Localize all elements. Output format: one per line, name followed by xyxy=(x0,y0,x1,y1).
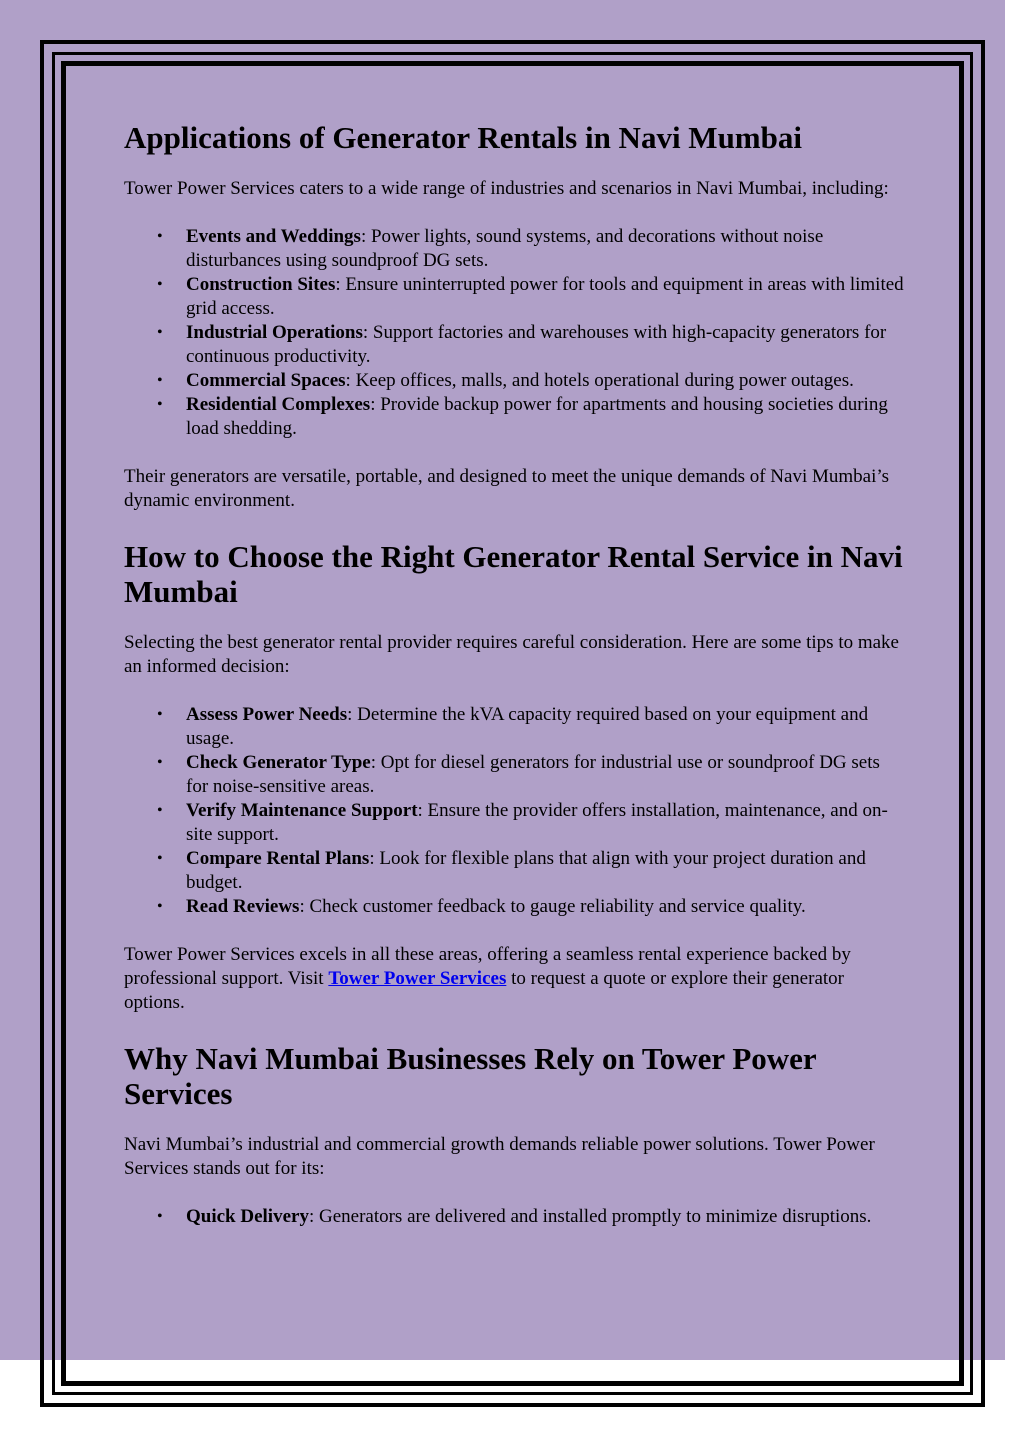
section-outro xyxy=(124,943,904,1015)
list-item xyxy=(186,895,904,919)
list-item xyxy=(186,369,904,393)
list-item-text: : Keep offices, malls, and hotels operational during power outages. xyxy=(345,370,854,391)
list-item-term: Commercial Spaces xyxy=(186,370,346,391)
list-item xyxy=(186,393,904,441)
list-item xyxy=(186,321,904,369)
list-item xyxy=(186,1205,904,1229)
list-item xyxy=(186,273,904,321)
section-heading-how-to-choose: How to Choose the Right Generator Rental Service in Navi Mumbai xyxy=(124,539,903,609)
list-item xyxy=(186,799,904,847)
list-item-term: Quick Delivery xyxy=(186,1206,309,1227)
list-item-text: : Support factories and warehouses with high-capacity generators for continuous productivity. xyxy=(186,322,887,367)
outro-text-after: to request a quote or explore their generator options. xyxy=(124,968,844,1013)
list-item-text: : Ensure the provider offers installation, maintenance, and on-site support. xyxy=(186,800,888,845)
list-item-text: : Check customer feedback to gauge reliability and service quality. xyxy=(299,896,806,917)
list-item-text: : Look for flexible plans that align with your project duration and budget. xyxy=(186,848,866,893)
section-intro: Navi Mumbai’s industrial and commercial growth demands reliable power solutions. Tower Power Services stands out for its: xyxy=(124,1134,875,1179)
list-item-term: Assess Power Needs xyxy=(186,704,348,725)
list-item-text: : Opt for diesel generators for industrial use or soundproof DG sets for noise-sensitive areas. xyxy=(186,752,880,797)
list-item-term: Construction Sites xyxy=(186,274,336,295)
list-item-term: Compare Rental Plans xyxy=(186,848,370,869)
tips-list xyxy=(124,703,904,919)
list-item-term: Events and Weddings xyxy=(186,226,361,247)
document-content xyxy=(124,120,904,1253)
list-item-text: : Provide backup power for apartments and housing societies during load shedding. xyxy=(186,394,888,439)
section-intro: Selecting the best generator rental provider requires careful consideration. Here are some tips to make an informed decision: xyxy=(124,632,899,677)
list-item xyxy=(186,703,904,751)
reasons-list xyxy=(124,1205,904,1229)
section-intro: Tower Power Services caters to a wide range of industries and scenarios in Navi Mumbai, including: xyxy=(124,178,889,199)
list-item-text: : Ensure uninterrupted power for tools and equipment in areas with limited grid access. xyxy=(186,274,904,319)
section-heading-why-rely: Why Navi Mumbai Businesses Rely on Tower Power Services xyxy=(124,1041,817,1111)
list-item xyxy=(186,751,904,799)
section-outro: Their generators are versatile, portable, and designed to meet the unique demands of Navi Mumbai’s dynamic environment. xyxy=(124,466,890,511)
list-item-term: Check Generator Type xyxy=(186,752,371,773)
list-item xyxy=(186,847,904,895)
list-item-text: : Determine the kVA capacity required based on your equipment and usage. xyxy=(186,704,869,749)
list-item xyxy=(186,225,904,273)
list-item-term: Read Reviews xyxy=(186,896,300,917)
applications-list xyxy=(124,225,904,441)
tower-power-services-link[interactable]: Tower Power Services xyxy=(328,968,507,989)
section-heading-applications: Applications of Generator Rentals in Navi Mumbai xyxy=(124,120,802,155)
list-item-text: : Generators are delivered and installed promptly to minimize disruptions. xyxy=(308,1206,872,1227)
list-item-text: : Power lights, sound systems, and decorations without noise disturbances using soundproof DG sets. xyxy=(186,226,824,271)
list-item-term: Verify Maintenance Support xyxy=(186,800,418,821)
outro-text-before: Tower Power Services excels in all these areas, offering a seamless rental experience backed by professional support. Visit xyxy=(124,944,851,989)
list-item-term: Industrial Operations xyxy=(186,322,363,343)
list-item-term: Residential Complexes xyxy=(186,394,371,415)
